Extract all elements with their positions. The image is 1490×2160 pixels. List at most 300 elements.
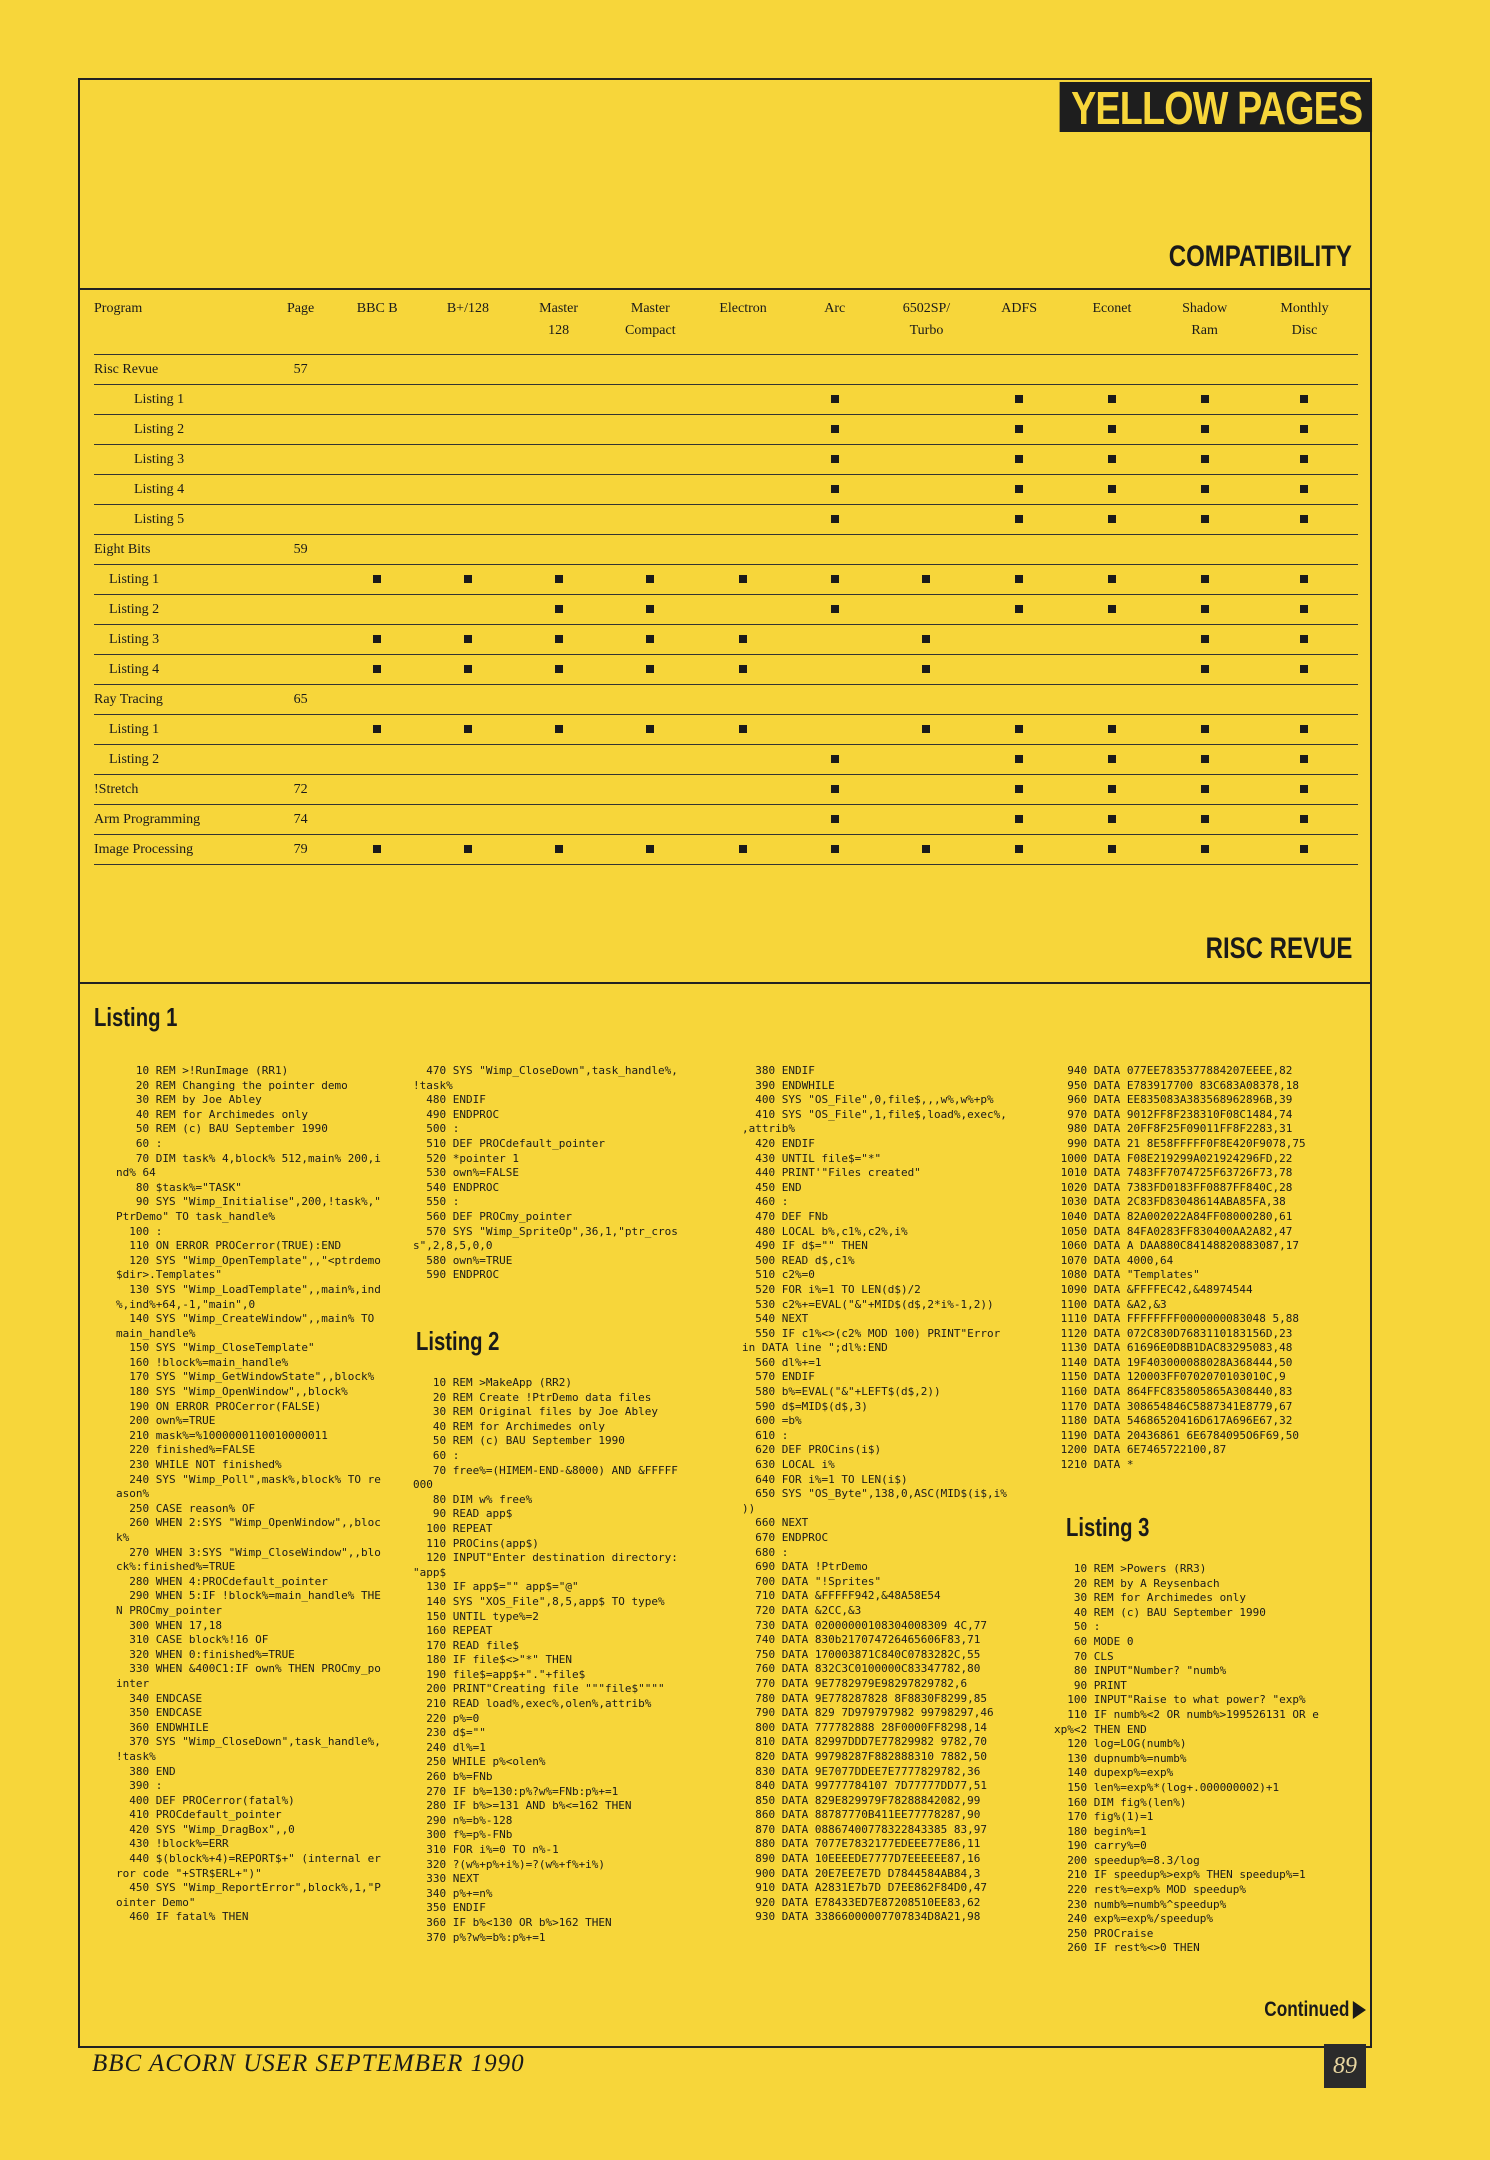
compat-cell xyxy=(604,565,697,595)
table-row xyxy=(94,655,1358,685)
compat-cell xyxy=(513,835,604,865)
compatible-mark-icon xyxy=(1108,455,1116,463)
compatible-mark-icon xyxy=(373,845,381,853)
compat-cell xyxy=(973,625,1066,655)
compat-cell xyxy=(697,835,790,865)
compat-cell xyxy=(1066,355,1159,385)
compat-cell xyxy=(1251,655,1358,685)
program-name: Ray Tracing xyxy=(94,685,269,715)
compat-cell xyxy=(697,655,790,685)
page-number: 89 xyxy=(1324,2044,1366,2088)
compat-cell xyxy=(1158,805,1251,835)
compatible-mark-icon xyxy=(1300,755,1308,763)
page-ref xyxy=(269,385,331,415)
page-ref xyxy=(269,475,331,505)
compat-cell xyxy=(1066,565,1159,595)
compat-cell xyxy=(1158,535,1251,565)
yellow-pages-banner: YELLOW PAGES xyxy=(1059,82,1372,132)
compatible-mark-icon xyxy=(464,845,472,853)
compatible-mark-icon xyxy=(831,515,839,523)
compat-cell xyxy=(513,445,604,475)
table-row xyxy=(94,565,1358,595)
compat-cell xyxy=(332,775,423,805)
page-ref xyxy=(269,565,331,595)
listing-2-code-cont: 380 ENDIF 390 ENDWHILE 400 SYS "OS_File",0,file$,,,w%,w%+p% 410 SYS "OS_File",1,file$,load%,exec%, ,attrib% 420 ENDIF 430 UNTIL file$="*" 440 PRINT'"Files created" 450 END 460 : 470 DEF FNb 480 LOCAL b%,c1%,c2%,i% 490 IF d$="" THEN 500 READ d$,c1% 510 c2%=0 520 FOR i%=1 TO LEN(d$)/2 530 c2%+=EVAL("&"+MID$(d$,2*i%-1,2)) 540 NEXT 550 IF c1%<>(c2% MOD 100) PRINT"Error in DATA line ";dl%:END 560 dl%+=1 570 ENDIF 580 b%=EVAL("&"+LEFT$(d$,2)) 590 d$=MID$(d$,3) 600 =b% 610 : 620 DEF PROCins(i$) 630 LOCAL i% 640 FOR i%=1 TO LEN(i$) 650 SYS "OS_Byte",138,0,ASC(MID$(i$,i% )) 660 NEXT 670 ENDPROC 680 : 690 DATA !PtrDemo 700 DATA "!Sprites" 710 DATA &FFFFF942,&48A58E54 720 DATA &2CC,&3 730 DATA 02000000108304008309 4C,77 740 DATA 830b217074726465606F83,71 750 DATA 170003871C840C0783282C,55 760 DATA 832C3C0100000C83347782,80 770 DATA 9E7782979E98297829782,6 780 DATA 9E778287828 8F8830F8299,85 790 DATA 829 7D979797982 99798297,46 800 DATA 777782888 28F0000FF8298,14 810 DATA 82997DDD7E77829982 9782,70 820 DATA 99798287F882888310 7882,50 830 DATA 9E7077DDEE7E7777829782,36 840 DATA 99777784107 7D77777DD77,51 850 DATA 829E829979F78288842082,99 860 DATA 88787770B411EE77778287,90 870 DATA 08867400778322843385 83,97 880 DATA 7077E7832177EDEEE77E86,11 890 DATA 10EEEEDE7777D7EEEEEE87,16 900 DATA 20E7EE7E7D D7844584AB84,3 910 DATA A2831E7b7D D7EE862F84D0,47 920 DATA E78433ED7E87208510EE83,62 930 DATA 33866000007707834D8A21,98 xyxy=(742,1064,1007,1924)
compatible-mark-icon xyxy=(1300,455,1308,463)
compat-cell xyxy=(1066,595,1159,625)
compatible-mark-icon xyxy=(1108,785,1116,793)
compatible-mark-icon xyxy=(555,845,563,853)
compat-cell xyxy=(604,685,697,715)
compat-cell xyxy=(1066,745,1159,775)
page-frame xyxy=(78,78,1372,2048)
page-ref: 79 xyxy=(269,835,331,865)
compatible-mark-icon xyxy=(1015,515,1023,523)
compat-cell xyxy=(513,565,604,595)
compat-cell xyxy=(973,535,1066,565)
compat-cell xyxy=(880,475,973,505)
program-name: Listing 4 xyxy=(94,655,269,685)
program-name: Listing 3 xyxy=(94,445,269,475)
page-ref xyxy=(269,655,331,685)
compat-cell xyxy=(513,535,604,565)
compat-cell xyxy=(789,565,880,595)
compat-cell xyxy=(973,775,1066,805)
compat-cell xyxy=(332,715,423,745)
compat-cell xyxy=(697,625,790,655)
compatible-mark-icon xyxy=(1015,395,1023,403)
compat-cell xyxy=(1251,415,1358,445)
compat-cell xyxy=(697,685,790,715)
compat-cell xyxy=(789,595,880,625)
compat-cell xyxy=(697,775,790,805)
compatible-mark-icon xyxy=(646,725,654,733)
compat-cell xyxy=(880,385,973,415)
compat-cell xyxy=(1251,805,1358,835)
compatible-mark-icon xyxy=(1300,665,1308,673)
compat-cell xyxy=(789,745,880,775)
compatible-mark-icon xyxy=(373,665,381,673)
compat-cell xyxy=(1158,475,1251,505)
compat-cell xyxy=(1066,445,1159,475)
compatible-mark-icon xyxy=(831,605,839,613)
column-header: Electron xyxy=(697,298,790,355)
program-name: Listing 3 xyxy=(94,625,269,655)
compat-cell xyxy=(1251,775,1358,805)
compat-cell xyxy=(697,595,790,625)
compatible-mark-icon xyxy=(1201,815,1209,823)
compatible-mark-icon xyxy=(1015,455,1023,463)
rule-mid xyxy=(80,982,1370,984)
compat-cell xyxy=(1158,595,1251,625)
column-header: Program xyxy=(94,298,269,355)
compatible-mark-icon xyxy=(1201,575,1209,583)
compatible-mark-icon xyxy=(1108,755,1116,763)
compat-cell xyxy=(513,355,604,385)
compat-cell xyxy=(973,385,1066,415)
compat-cell xyxy=(513,805,604,835)
compatible-mark-icon xyxy=(373,575,381,583)
compatible-mark-icon xyxy=(1300,785,1308,793)
compat-cell xyxy=(423,475,514,505)
compat-cell xyxy=(513,685,604,715)
compat-cell xyxy=(1251,595,1358,625)
compat-cell xyxy=(604,505,697,535)
compat-cell xyxy=(604,415,697,445)
compatible-mark-icon xyxy=(464,665,472,673)
column-header: Arc xyxy=(789,298,880,355)
compat-cell xyxy=(697,715,790,745)
compat-cell xyxy=(1066,685,1159,715)
column-header: Shadow Ram xyxy=(1158,298,1251,355)
compat-cell xyxy=(604,775,697,805)
compat-cell xyxy=(973,505,1066,535)
compat-cell xyxy=(423,385,514,415)
compatible-mark-icon xyxy=(1201,485,1209,493)
compat-cell xyxy=(880,415,973,445)
compat-cell xyxy=(423,535,514,565)
compat-cell xyxy=(1251,445,1358,475)
compat-cell xyxy=(789,835,880,865)
compat-cell xyxy=(1251,535,1358,565)
compat-cell xyxy=(789,385,880,415)
compatible-mark-icon xyxy=(831,395,839,403)
compat-cell xyxy=(513,385,604,415)
compat-cell xyxy=(1158,505,1251,535)
compat-cell xyxy=(880,685,973,715)
compatible-mark-icon xyxy=(1300,605,1308,613)
compat-cell xyxy=(697,565,790,595)
compatible-mark-icon xyxy=(555,605,563,613)
compatible-mark-icon xyxy=(555,635,563,643)
compat-cell xyxy=(789,535,880,565)
table-row xyxy=(94,805,1358,835)
compat-cell xyxy=(604,625,697,655)
column-header: Econet xyxy=(1066,298,1159,355)
compat-cell xyxy=(1066,775,1159,805)
page-ref xyxy=(269,595,331,625)
compat-cell xyxy=(604,835,697,865)
compat-cell xyxy=(789,655,880,685)
compatible-mark-icon xyxy=(1300,815,1308,823)
table-row xyxy=(94,475,1358,505)
compatible-mark-icon xyxy=(1108,485,1116,493)
compat-cell xyxy=(1158,625,1251,655)
rule-top xyxy=(80,288,1370,290)
compat-cell xyxy=(973,595,1066,625)
compat-cell xyxy=(1066,835,1159,865)
program-name: Listing 1 xyxy=(94,715,269,745)
program-name: Eight Bits xyxy=(94,535,269,565)
compatible-mark-icon xyxy=(831,485,839,493)
compat-cell xyxy=(973,565,1066,595)
program-name: Image Processing xyxy=(94,835,269,865)
compatible-mark-icon xyxy=(922,635,930,643)
compatible-mark-icon xyxy=(831,755,839,763)
compatible-mark-icon xyxy=(373,725,381,733)
compat-cell xyxy=(973,655,1066,685)
compatible-mark-icon xyxy=(464,725,472,733)
compat-cell xyxy=(1251,355,1358,385)
compat-cell xyxy=(423,685,514,715)
compatible-mark-icon xyxy=(646,665,654,673)
compat-cell xyxy=(1158,355,1251,385)
compat-cell xyxy=(332,625,423,655)
compatible-mark-icon xyxy=(1201,635,1209,643)
compatible-mark-icon xyxy=(646,635,654,643)
table-row xyxy=(94,835,1358,865)
compat-cell xyxy=(1251,715,1358,745)
compat-cell xyxy=(604,745,697,775)
compatible-mark-icon xyxy=(1108,425,1116,433)
compat-cell xyxy=(789,625,880,655)
compatible-mark-icon xyxy=(922,575,930,583)
compat-cell xyxy=(423,445,514,475)
compatible-mark-icon xyxy=(1108,395,1116,403)
compatible-mark-icon xyxy=(1108,605,1116,613)
compat-cell xyxy=(332,445,423,475)
compat-cell xyxy=(423,745,514,775)
compat-cell xyxy=(513,625,604,655)
compat-cell xyxy=(1158,655,1251,685)
compat-cell xyxy=(1251,835,1358,865)
table-row xyxy=(94,595,1358,625)
compat-cell xyxy=(789,715,880,745)
program-name: Listing 4 xyxy=(94,475,269,505)
table-row xyxy=(94,685,1358,715)
page-ref xyxy=(269,445,331,475)
compatible-mark-icon xyxy=(464,575,472,583)
compat-cell xyxy=(1158,445,1251,475)
column-header: ADFS xyxy=(973,298,1066,355)
compatible-mark-icon xyxy=(1015,785,1023,793)
compatible-mark-icon xyxy=(739,575,747,583)
page-ref xyxy=(269,715,331,745)
compat-cell xyxy=(1158,565,1251,595)
column-header: Master Compact xyxy=(604,298,697,355)
compat-cell xyxy=(880,835,973,865)
compat-cell xyxy=(880,505,973,535)
compat-cell xyxy=(332,505,423,535)
compat-cell xyxy=(423,655,514,685)
compatible-mark-icon xyxy=(1015,425,1023,433)
compat-cell xyxy=(513,595,604,625)
compatible-mark-icon xyxy=(1015,485,1023,493)
compat-cell xyxy=(880,595,973,625)
compat-cell xyxy=(423,595,514,625)
compat-cell xyxy=(697,475,790,505)
page-ref: 57 xyxy=(269,355,331,385)
compatible-mark-icon xyxy=(646,605,654,613)
compat-cell xyxy=(973,805,1066,835)
compatible-mark-icon xyxy=(1108,515,1116,523)
compatible-mark-icon xyxy=(1201,605,1209,613)
page-ref: 72 xyxy=(269,775,331,805)
column-header: Master 128 xyxy=(513,298,604,355)
compatible-mark-icon xyxy=(739,845,747,853)
compat-cell xyxy=(604,805,697,835)
compatible-mark-icon xyxy=(464,635,472,643)
compat-cell xyxy=(880,355,973,385)
compatible-mark-icon xyxy=(555,575,563,583)
compat-cell xyxy=(1158,715,1251,745)
compatible-mark-icon xyxy=(1201,725,1209,733)
compat-cell xyxy=(1251,475,1358,505)
compat-cell xyxy=(1066,805,1159,835)
compatible-mark-icon xyxy=(1015,725,1023,733)
compat-cell xyxy=(332,685,423,715)
compat-cell xyxy=(973,445,1066,475)
compat-cell xyxy=(973,475,1066,505)
compatible-mark-icon xyxy=(1201,395,1209,403)
compatible-mark-icon xyxy=(831,575,839,583)
table-row xyxy=(94,355,1358,385)
compat-cell xyxy=(513,475,604,505)
page-ref xyxy=(269,745,331,775)
compat-cell xyxy=(880,535,973,565)
compat-cell xyxy=(697,535,790,565)
compat-cell xyxy=(423,415,514,445)
continued-link[interactable] xyxy=(1264,1998,1366,2022)
column-header: Monthly Disc xyxy=(1251,298,1358,355)
compat-cell xyxy=(697,805,790,835)
table-row xyxy=(94,445,1358,475)
compatible-mark-icon xyxy=(1108,575,1116,583)
page-ref xyxy=(269,625,331,655)
compatible-mark-icon xyxy=(1300,395,1308,403)
page-ref xyxy=(269,505,331,535)
compat-cell xyxy=(332,475,423,505)
column-header: B+/128 xyxy=(423,298,514,355)
compatible-mark-icon xyxy=(831,845,839,853)
compat-cell xyxy=(789,805,880,835)
column-header: BBC B xyxy=(332,298,423,355)
compatible-mark-icon xyxy=(1015,845,1023,853)
compatible-mark-icon xyxy=(555,665,563,673)
compat-cell xyxy=(1066,385,1159,415)
compat-cell xyxy=(1066,505,1159,535)
compatible-mark-icon xyxy=(1300,485,1308,493)
compat-cell xyxy=(789,685,880,715)
compat-cell xyxy=(1158,385,1251,415)
compat-cell xyxy=(880,625,973,655)
compatible-mark-icon xyxy=(831,815,839,823)
compat-cell xyxy=(332,805,423,835)
compat-cell xyxy=(697,385,790,415)
risc-revue-heading: RISC REVUE xyxy=(1205,932,1352,965)
compat-cell xyxy=(1066,625,1159,655)
compat-cell xyxy=(332,565,423,595)
program-name: Listing 1 xyxy=(94,385,269,415)
compat-cell xyxy=(789,355,880,385)
table-row xyxy=(94,625,1358,655)
compat-cell xyxy=(604,385,697,415)
compat-cell xyxy=(789,505,880,535)
table-row xyxy=(94,385,1358,415)
compat-cell xyxy=(513,505,604,535)
compat-cell xyxy=(1158,685,1251,715)
compatible-mark-icon xyxy=(1300,575,1308,583)
compat-cell xyxy=(423,805,514,835)
compat-cell xyxy=(880,715,973,745)
compat-cell xyxy=(1158,745,1251,775)
compatible-mark-icon xyxy=(646,575,654,583)
compat-cell xyxy=(604,655,697,685)
compat-cell xyxy=(332,745,423,775)
compat-cell xyxy=(1251,745,1358,775)
compat-cell xyxy=(332,535,423,565)
compat-cell xyxy=(423,505,514,535)
compat-cell xyxy=(604,535,697,565)
compat-cell xyxy=(513,745,604,775)
compat-cell xyxy=(423,775,514,805)
compatible-mark-icon xyxy=(1201,845,1209,853)
compatible-mark-icon xyxy=(1015,575,1023,583)
compat-cell xyxy=(697,445,790,475)
compat-cell xyxy=(513,775,604,805)
compatible-mark-icon xyxy=(1015,605,1023,613)
program-name: Listing 1 xyxy=(94,565,269,595)
compatible-mark-icon xyxy=(1201,785,1209,793)
compatible-mark-icon xyxy=(1300,635,1308,643)
compat-cell xyxy=(604,595,697,625)
compat-cell xyxy=(973,835,1066,865)
column-header: Page xyxy=(269,298,331,355)
compat-cell xyxy=(1158,835,1251,865)
compatible-mark-icon xyxy=(922,845,930,853)
table-row xyxy=(94,505,1358,535)
compat-cell xyxy=(973,355,1066,385)
compatible-mark-icon xyxy=(1201,455,1209,463)
page-ref: 65 xyxy=(269,685,331,715)
compat-cell xyxy=(513,415,604,445)
listing-1-heading: Listing 1 xyxy=(94,1002,178,1032)
compat-cell xyxy=(423,625,514,655)
compatible-mark-icon xyxy=(1300,425,1308,433)
compat-cell xyxy=(513,655,604,685)
compat-cell xyxy=(1251,385,1358,415)
compat-cell xyxy=(697,355,790,385)
compat-cell xyxy=(789,445,880,475)
compatible-mark-icon xyxy=(1108,725,1116,733)
compat-cell xyxy=(604,715,697,745)
compat-cell xyxy=(332,355,423,385)
table-row xyxy=(94,745,1358,775)
compat-cell xyxy=(1066,715,1159,745)
page-ref: 59 xyxy=(269,535,331,565)
table-row xyxy=(94,775,1358,805)
compat-cell xyxy=(880,745,973,775)
page-ref xyxy=(269,415,331,445)
compatible-mark-icon xyxy=(1015,815,1023,823)
compatible-mark-icon xyxy=(1201,755,1209,763)
compatible-mark-icon xyxy=(1108,815,1116,823)
compatible-mark-icon xyxy=(922,665,930,673)
compat-cell xyxy=(332,595,423,625)
table-row xyxy=(94,715,1358,745)
compatible-mark-icon xyxy=(1201,665,1209,673)
compat-cell xyxy=(332,655,423,685)
compat-cell xyxy=(973,415,1066,445)
arrow-right-icon xyxy=(1353,2001,1366,2019)
compat-cell xyxy=(697,415,790,445)
continued-label: Continued xyxy=(1264,1998,1350,2021)
compatibility-table xyxy=(94,298,1358,865)
compat-cell xyxy=(1066,655,1159,685)
compat-cell xyxy=(604,355,697,385)
compatible-mark-icon xyxy=(1300,725,1308,733)
program-name: Risc Revue xyxy=(94,355,269,385)
